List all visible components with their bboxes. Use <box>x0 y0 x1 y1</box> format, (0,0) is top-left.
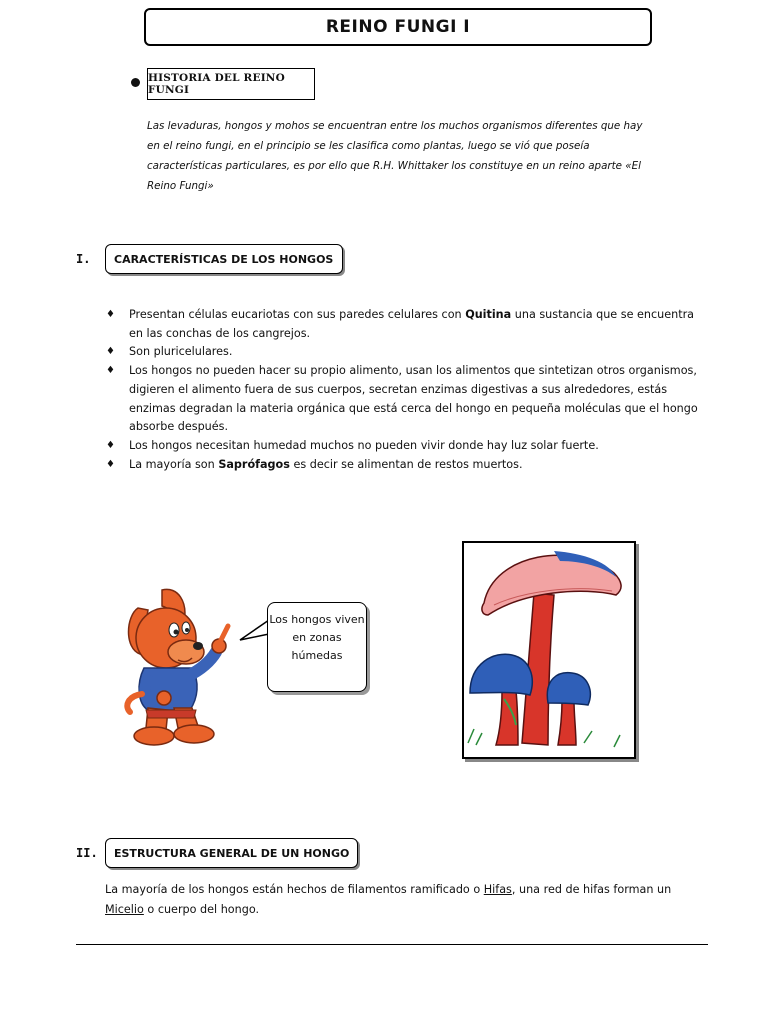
section2-heading: ESTRUCTURA GENERAL DE UN HONGO <box>105 838 358 868</box>
mushroom-illustration <box>464 543 634 757</box>
list-item <box>106 456 710 475</box>
item-text: Son pluricelulares. <box>129 345 233 359</box>
list-item <box>106 437 710 456</box>
item-text: Presentan células eucariotas con sus paredes celulares con <box>129 308 466 321</box>
history-paragraph: Las levaduras, hongos y mohos se encuentran entre los muchos organismos diferentes que hay en el reino fungi, en el principio se les clasifica como plantas, luego se vió que poseía características particulares, es por ello que R.H. Whittaker los constituye en un reino aparte «El Reino Fungi» <box>147 120 643 192</box>
characteristics-list <box>106 306 710 474</box>
paragraph-text: , una red de hifas forman un <box>511 883 672 896</box>
diamond-bullet-icon: ♦ <box>106 365 115 377</box>
structure-paragraph <box>105 880 710 920</box>
dog-cartoon-illustration <box>118 588 240 750</box>
diamond-bullet-icon: ♦ <box>106 439 115 451</box>
item-text: Los hongos no pueden hacer su propio alimento, usan los alimentos que sintetizan otros organismos, digieren el alimento fuera de sus cuerpos, secretan enzimas digestivas a sus alrededores, estás enzimas degradan la materia orgánica que está cerca del hongo en pequeña moléculas que el hongo absorbe después. <box>129 364 698 434</box>
history-heading: HISTORIA DEL REINO FUNGI <box>147 68 315 100</box>
list-item <box>106 306 710 343</box>
mushroom-illustration-frame <box>462 541 636 759</box>
term-micelio: Micelio <box>105 903 144 916</box>
paragraph-text: La mayoría de los hongos están hechos de filamentos ramificado o <box>105 883 484 896</box>
item-bold-term: Saprófagos <box>218 457 290 471</box>
list-item <box>106 343 710 362</box>
speech-bubble: Los hongos viven en zonas húmedas <box>267 602 367 692</box>
diamond-bullet-icon: ♦ <box>106 458 115 470</box>
section1-heading: CARACTERÍSTICAS DE LOS HONGOS <box>105 244 343 274</box>
paragraph-text: o cuerpo del hongo. <box>143 903 260 916</box>
section1-numeral: I. <box>76 252 91 266</box>
item-text: es decir se alimentan de restos muertos. <box>289 457 523 471</box>
item-text: La mayoría son <box>129 457 219 471</box>
page-title: REINO FUNGI I <box>144 8 652 46</box>
item-bold-term: Quitina <box>465 308 512 321</box>
round-bullet-icon <box>131 78 140 87</box>
footer-divider <box>76 944 708 945</box>
diamond-bullet-icon: ♦ <box>106 309 115 320</box>
section2-numeral: II. <box>76 846 98 860</box>
item-text: una sustancia que se encuentra en las conchas de los cangrejos. <box>129 308 695 340</box>
item-text: Los hongos necesitan humedad muchos no pueden vivir donde hay luz solar fuerte. <box>129 438 599 452</box>
term-hifas: Hifas <box>483 883 512 896</box>
list-item <box>106 362 710 437</box>
diamond-bullet-icon: ♦ <box>106 346 115 358</box>
